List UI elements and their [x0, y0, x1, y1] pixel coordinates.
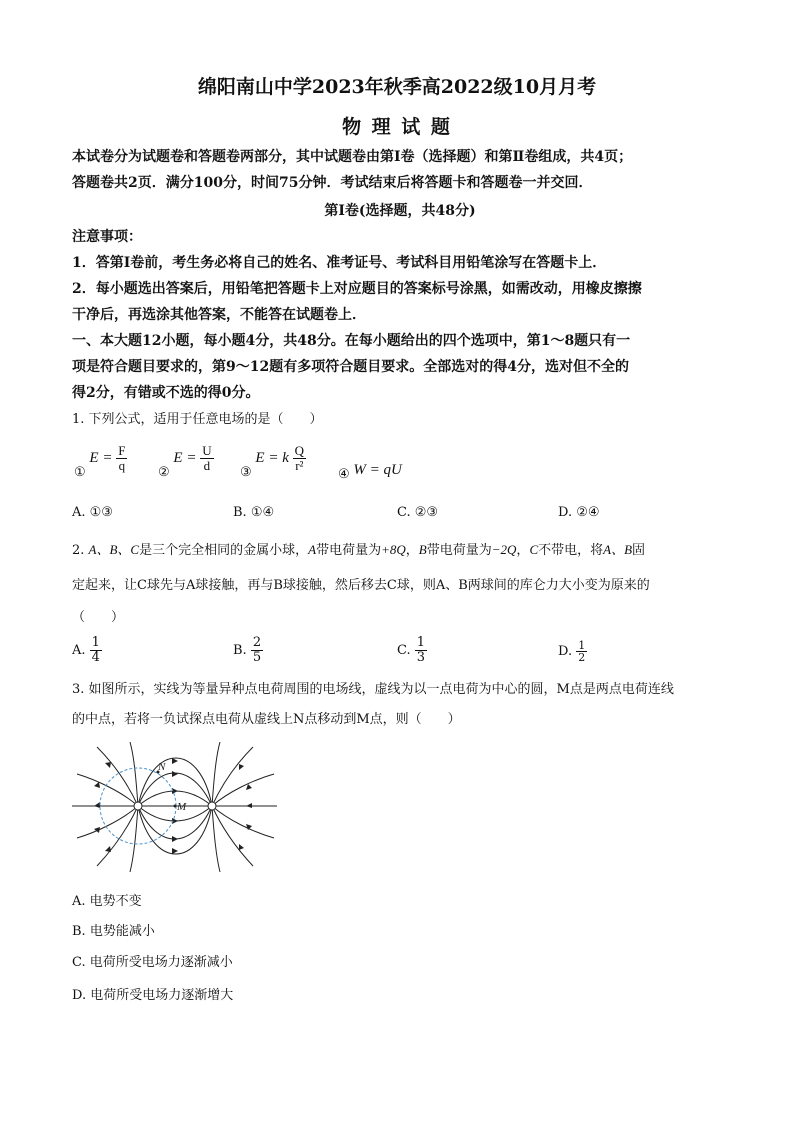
field-line: [212, 806, 253, 866]
label-m: M: [177, 801, 187, 813]
q1-option-b[interactable]: B. ①④: [233, 505, 275, 520]
part1-line-c: 得2分，有错或不选的得0分。: [72, 385, 260, 401]
q2-option-a-num: 1: [91, 635, 100, 650]
field-line: [97, 747, 138, 806]
q1-f2-den: d: [203, 458, 211, 473]
notice-2a: 2．每小题选出答案后，用铅笔把答题卡上对应题目的答案标号涂黑，如需改动，用橡皮擦擦: [72, 281, 642, 297]
q2-line-2: 定起来，让C球先与A球接触，再与B球接触，然后移去C球，则A、B两球间的库仑力大小变为原来的: [72, 578, 650, 593]
arrow-mark: [94, 782, 100, 788]
q3-option-a[interactable]: A. 电势不变: [72, 894, 142, 909]
arrow-mark: [105, 846, 111, 852]
intro-line-1: 本试卷分为试题卷和答题卷两部分，其中试题卷由第Ⅰ卷（选择题）和第Ⅱ卷组成，共4页；: [72, 149, 633, 165]
q1-f1-den: q: [118, 458, 126, 473]
field-line: [77, 806, 138, 838]
q2-option-a-den: 4: [91, 650, 100, 665]
q1-formula-2: [158, 443, 214, 479]
q2-text-i: 带电荷量为: [426, 543, 492, 558]
q2-option-b-num: 2: [252, 635, 262, 650]
q1-f3-lhs: E = k: [255, 449, 289, 466]
q1-f4-mark: ④: [338, 466, 350, 481]
q3-option-c[interactable]: C. 电荷所受电场力逐渐减小: [72, 955, 233, 970]
field-line: [212, 806, 274, 838]
arrow-mark: [172, 758, 178, 764]
q2-charge-a: +8Q: [381, 542, 406, 557]
section-heading: 第Ⅰ卷(选择题，共48分): [324, 203, 476, 219]
q2-option-d-num: 1: [578, 639, 586, 652]
q2-option-c-num: 1: [416, 635, 426, 650]
field-line: [212, 774, 274, 806]
q2-charge-b: −2Q: [491, 542, 517, 557]
arrow-mark: [239, 844, 244, 850]
q2-option-a-label: A.: [72, 643, 86, 658]
q2-text-g: ，: [405, 543, 419, 558]
q1-f1-lhs: E =: [89, 449, 113, 466]
notice-1: 1．答第Ⅰ卷前，考生务必将自己的姓名、准考证号、考试科目用铅笔涂写在答题卡上．: [72, 255, 607, 271]
q3-line-1: 3. 如图所示，实线为等量异种点电荷周围的电场线，虚线为以一点电荷为中心的圆，M点是两点电荷连线: [72, 682, 674, 697]
arrow-mark: [172, 836, 178, 842]
arrow-mark: [239, 764, 244, 770]
q1-f2-lhs: E =: [173, 449, 197, 466]
q2-text-o: 固: [632, 543, 646, 558]
arrow-mark: [172, 771, 178, 777]
notice-2b: 干净后，再选涂其他答案，不能答在试题卷上．: [72, 307, 366, 323]
q2-num: 2.: [72, 543, 89, 558]
q1-option-d[interactable]: D. ②④: [558, 505, 600, 520]
field-line: [130, 742, 138, 806]
part1-line-b: 项是符合题目要求的，第9～12题有多项符合题目要求。全部选对的得4分，选对但不全的: [72, 359, 629, 375]
q1-f3-den: r²: [295, 458, 304, 473]
q2-option-d-label: D.: [558, 644, 573, 659]
q3-option-d[interactable]: D. 电荷所受电场力逐渐增大: [72, 988, 234, 1003]
q2-text-k: ，: [516, 543, 530, 558]
exam-title: 绵阳南山中学2023年秋季高2022级10月月考: [197, 76, 597, 98]
arrow-mark: [94, 802, 100, 808]
q2-option-a[interactable]: [72, 636, 102, 665]
arrow-mark: [172, 848, 178, 854]
q1-option-a[interactable]: A. ①③: [72, 505, 113, 520]
q2-a: A: [308, 542, 317, 557]
field-line: [212, 742, 220, 806]
q1-option-c[interactable]: C. ②③: [397, 505, 439, 520]
q3-option-b[interactable]: B. 电势能减小: [72, 924, 155, 939]
q1-formula-3: [240, 443, 306, 479]
q1-f1-mark: ①: [74, 463, 86, 479]
q1-stem: 1. 下列公式，适用于任意电场的是（ ）: [72, 412, 323, 427]
q2-line-1: [72, 536, 728, 565]
q2-option-d[interactable]: [558, 640, 587, 663]
q1-formula-1: [74, 443, 127, 479]
q1-f2-mark: ②: [158, 463, 170, 479]
q2-option-b-den: 5: [252, 650, 262, 665]
notice-title: 注意事项：: [72, 229, 142, 245]
q1-f3-mark: ③: [240, 463, 252, 479]
label-n: N: [158, 761, 166, 773]
q2-c: C: [529, 542, 539, 557]
field-line: [97, 806, 138, 866]
intro-line-2: 答题卷共2页．满分100分，时间75分钟．考试结束后将答题卡和答题卷一并交回．: [72, 175, 593, 191]
field-line: [212, 747, 253, 806]
q2-option-b-label: B.: [233, 643, 247, 658]
q2-option-d-den: 2: [578, 651, 586, 664]
field-line: [77, 774, 138, 806]
q1-formula-4: [338, 462, 402, 479]
q1-f2-num: U: [202, 443, 212, 458]
q2-b: B: [418, 542, 427, 557]
q2-abc: A、B、C: [88, 542, 140, 557]
q1-f4-expr: W = qU: [353, 462, 402, 478]
q3-line-2: 的中点，若将一负试探点电荷从虚线上N点移动到M点，则（ ）: [72, 712, 461, 727]
field-line: [212, 806, 220, 872]
q2-line-3: （ ）: [72, 610, 125, 625]
arrow-mark: [246, 784, 252, 790]
q1-f1-num: F: [118, 443, 126, 458]
q1-f3-num: Q: [294, 443, 304, 458]
exam-subtitle: 物 理 试 题: [342, 116, 452, 138]
q2-option-c-label: C.: [397, 643, 411, 658]
q2-text-m: 不带电，将: [538, 543, 604, 558]
q2-option-c-den: 3: [416, 650, 426, 665]
q2-text-c: 是三个完全相同的金属小球，: [139, 543, 309, 558]
right-charge: [208, 802, 216, 810]
left-charge: [134, 802, 142, 810]
q2-ab: A、B: [603, 542, 633, 557]
field-line: [130, 806, 138, 872]
arrow-mark: [105, 762, 111, 768]
q2-text-e: 带电荷量为: [316, 543, 382, 558]
q2-option-b[interactable]: [233, 636, 263, 665]
electric-field-figure: [72, 742, 282, 876]
q2-option-c[interactable]: [397, 636, 427, 665]
part1-line-a: 一、本大题12小题，每小题4分，共48分。在每小题给出的四个选项中，第1～8题只有一: [72, 333, 631, 349]
